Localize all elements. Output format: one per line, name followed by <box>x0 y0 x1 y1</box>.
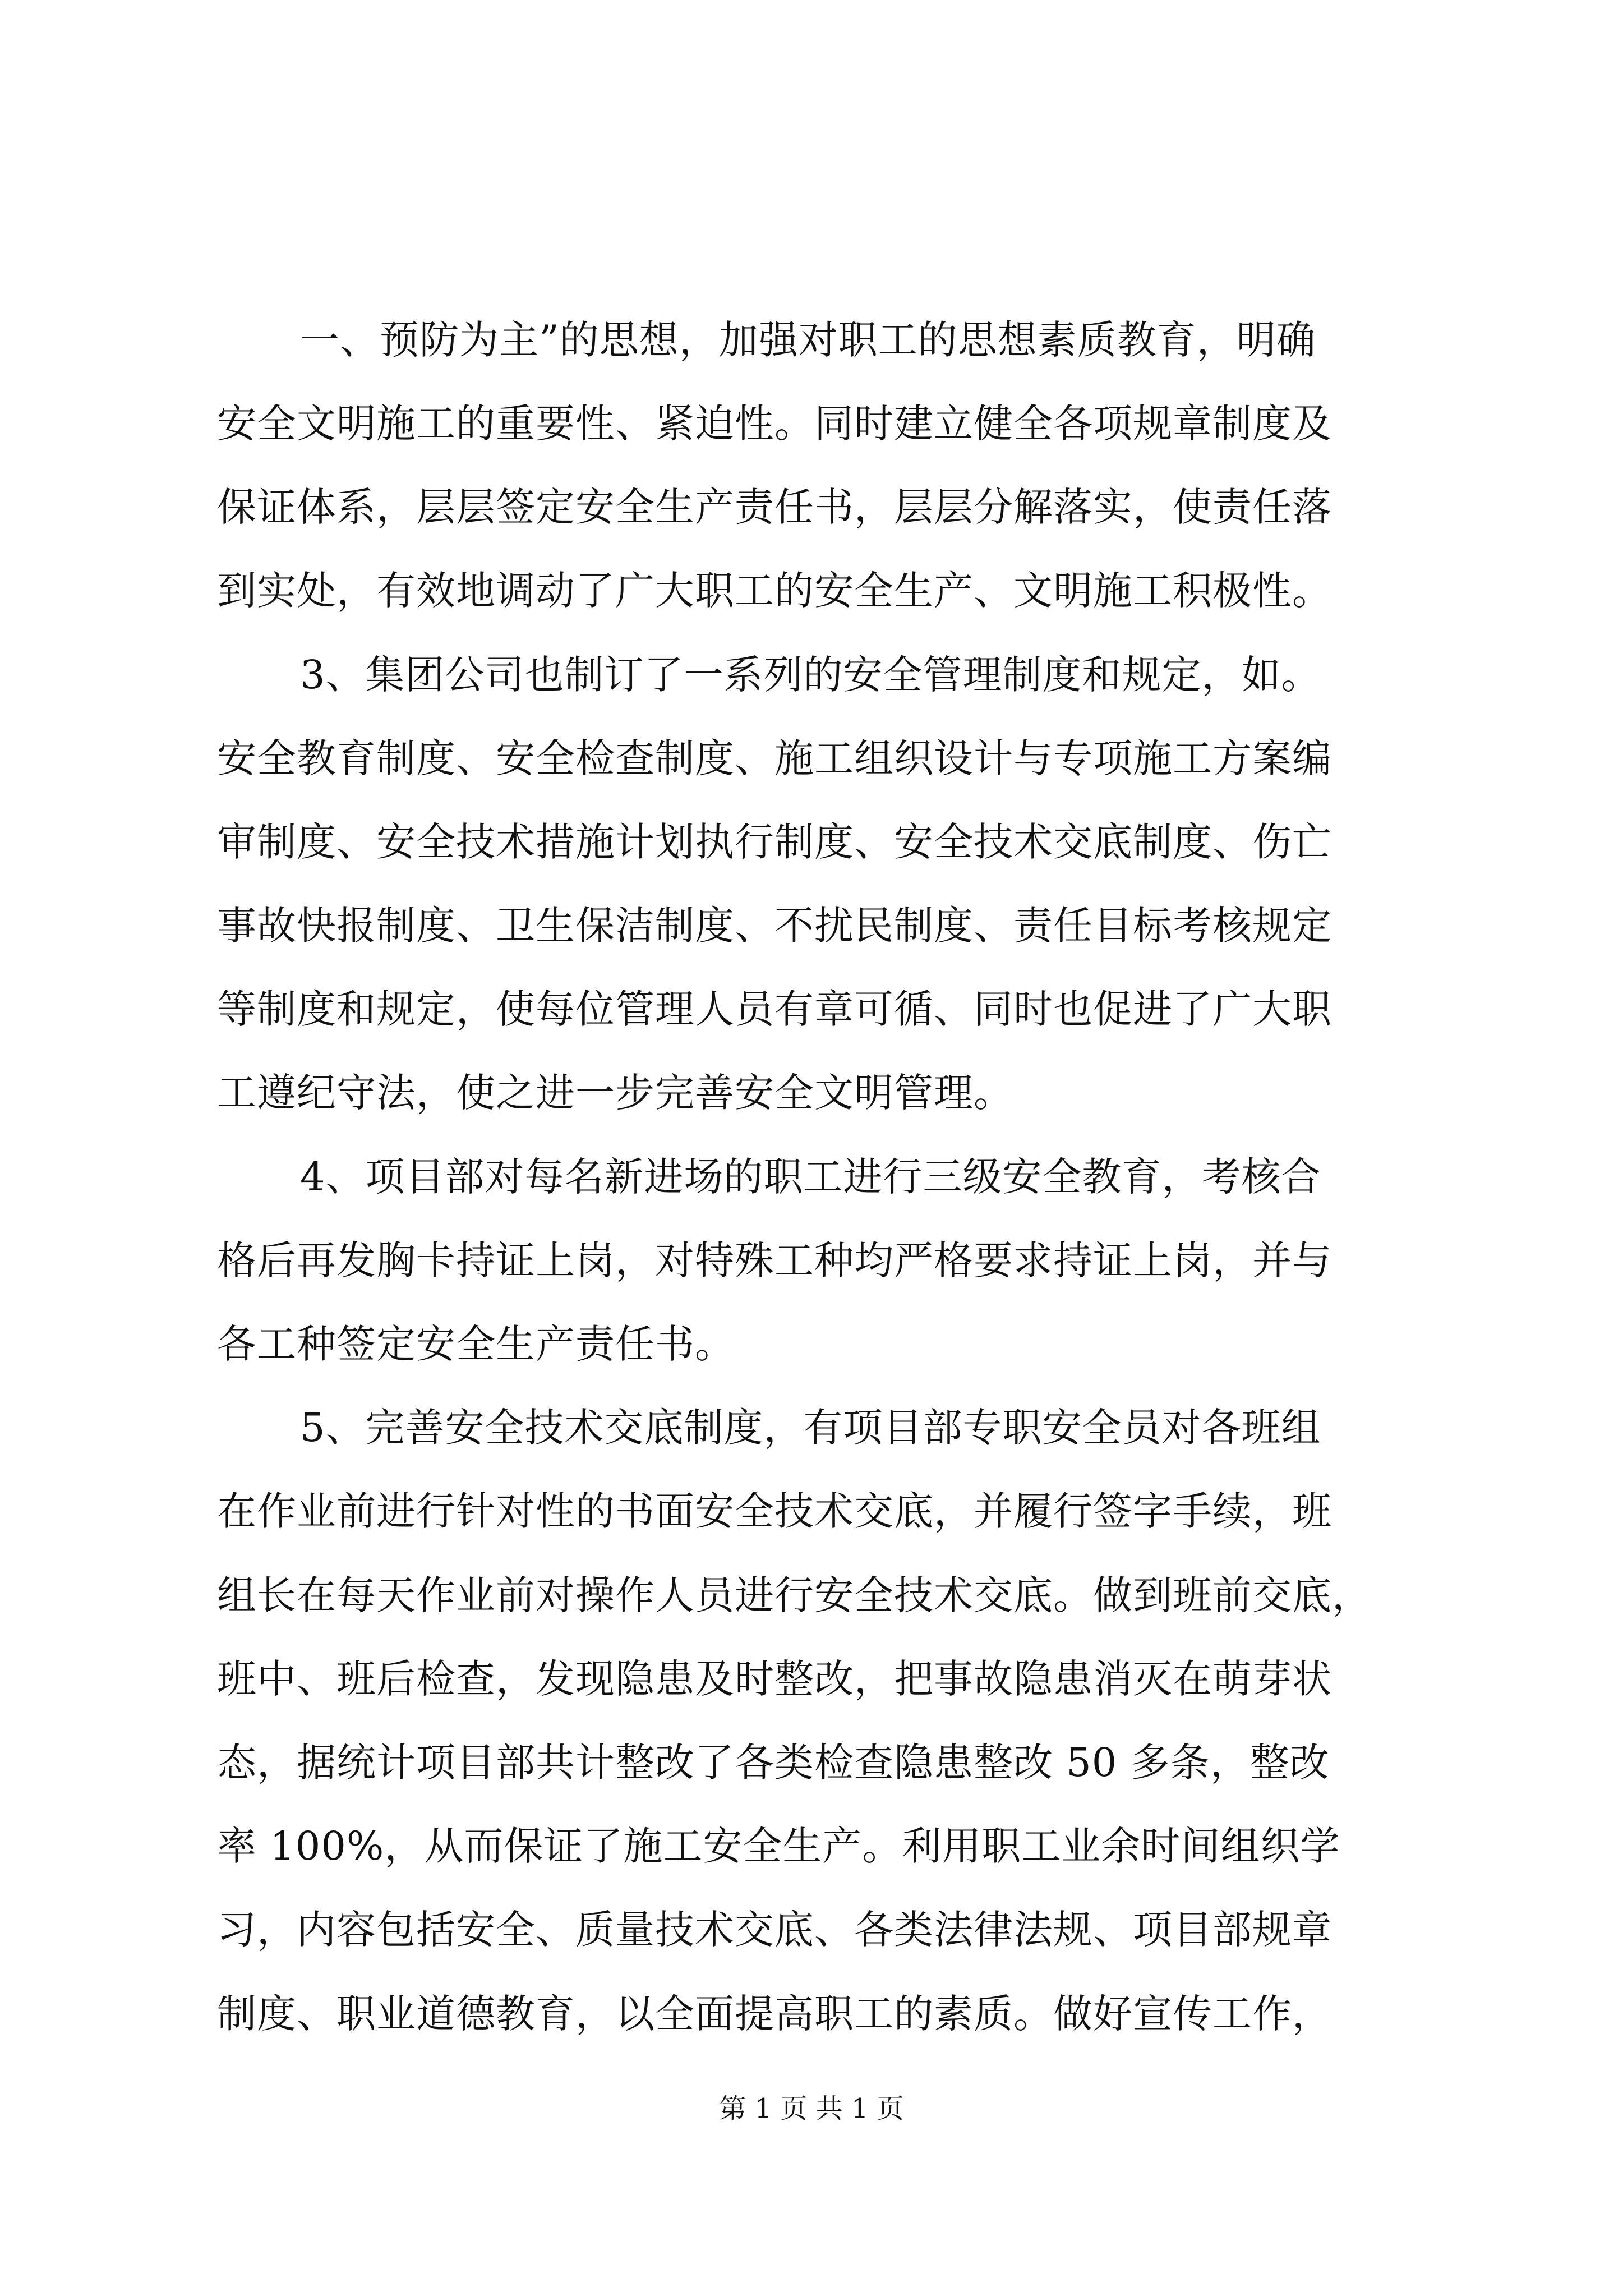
text-line: 格后再发胸卡持证上岗，对特殊工种均严格要求持证上岗，并与 <box>217 1237 1332 1283</box>
text-line: 在作业前进行针对性的书面安全技术交底，并履行签字手续，班 <box>217 1488 1332 1534</box>
text-line: 到实处，有效地调动了广大职工的安全生产、文明施工积极性。 <box>217 568 1332 614</box>
text-line: 事故快报制度、卫生保洁制度、不扰民制度、责任目标考核规定 <box>217 903 1332 949</box>
text-line: 制度、职业道德教育，以全面提高职工的素质。做好宣传工作， <box>217 1991 1332 2037</box>
text-line: 组长在每天作业前对操作人员进行安全技术交底。做到班前交底， <box>217 1572 1372 1618</box>
text-line: 5、完善安全技术交底制度，有项目部专职安全员对各班组 <box>300 1405 1321 1451</box>
text-line: 班中、班后检查，发现隐患及时整改，把事故隐患消灭在萌芽状 <box>217 1656 1332 1702</box>
page-footer: 第 1 页 共 1 页 <box>719 2093 904 2124</box>
text-line: 审制度、安全技术措施计划执行制度、安全技术交底制度、伤亡 <box>217 819 1332 865</box>
text-line: 各工种签定安全生产责任书。 <box>217 1321 735 1367</box>
text-line: 等制度和规定，使每位管理人员有章可循、同时也促进了广大职 <box>217 986 1332 1032</box>
text-line: 3、集团公司也制订了一系列的安全管理制度和规定，如。 <box>300 652 1321 698</box>
text-line: 4、项目部对每名新进场的职工进行三级安全教育，考核合 <box>300 1154 1321 1200</box>
text-line: 一、预防为主”的思想，加强对职工的思想素质教育，明确 <box>300 317 1316 363</box>
text-line: 率 100%，从而保证了施工安全生产。利用职工业余时间组织学 <box>217 1823 1340 1869</box>
text-line: 工遵纪守法，使之进一步完善安全文明管理。 <box>217 1070 1013 1116</box>
text-line: 习，内容包括安全、质量技术交底、各类法律法规、项目部规章 <box>217 1907 1332 1953</box>
text-line: 安全文明施工的重要性、紧迫性。同时建立健全各项规章制度及 <box>217 401 1332 447</box>
text-line: 安全教育制度、安全检查制度、施工组织设计与专项施工方案编 <box>217 735 1332 781</box>
text-line: 保证体系，层层签定安全生产责任书，层层分解落实，使责任落 <box>217 484 1332 530</box>
text-line: 态，据统计项目部共计整改了各类检查隐患整改 50 多条，整改 <box>217 1740 1330 1786</box>
